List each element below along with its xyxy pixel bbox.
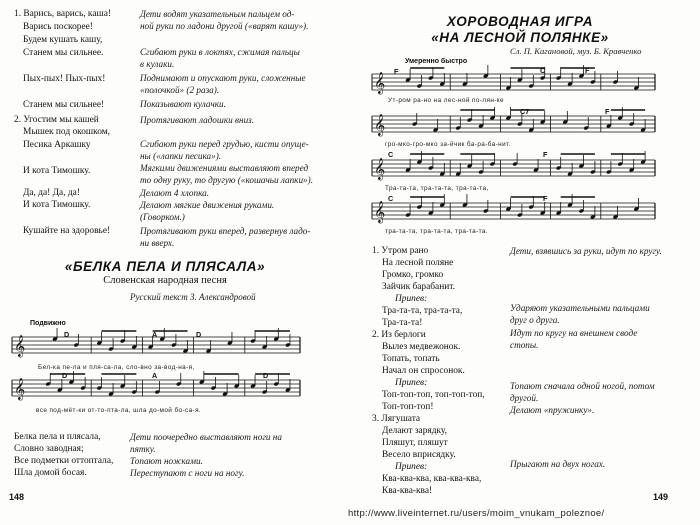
lyric-syllables: все под-мёт-ки от-то-пта-ла, шла до-мой бо-са-я.: [36, 407, 202, 414]
action-line: «полочкой» (2 раза).: [140, 85, 220, 95]
action-line: пятку.: [130, 444, 156, 454]
verse-line: 2. Из берлоги: [372, 330, 426, 340]
treble-clef-icon: 𝄞: [374, 114, 386, 136]
verse-line: Пых-пых! Пых-пых!: [23, 74, 106, 84]
action-line: другой.: [510, 393, 539, 403]
action-line: Протягивают руки вперед, развернув ладо-: [140, 226, 311, 236]
verse-line: Топ-топ-топ!: [382, 402, 434, 412]
verse-line: Пляшут, пляшут: [382, 438, 448, 448]
action-line: Делают мягкие движения руками.: [140, 200, 275, 210]
verse-line: Начал он спросонок.: [382, 366, 465, 376]
verse-line: Да, да! Да, да!: [23, 188, 80, 198]
chord-label: C: [388, 194, 394, 203]
verse-line: Делают зарядку,: [382, 426, 447, 436]
verse-line: 3. Лягушата: [372, 414, 421, 424]
action-line: Идут по кругу на внешнем своде: [510, 328, 638, 338]
action-line: Сгибают руки в локтях, сжимая пальцы: [140, 47, 300, 57]
chorus-label: Припев:: [395, 378, 428, 388]
chord-label: C: [540, 66, 546, 75]
action-line: Прыгают на двух ногах.: [510, 459, 606, 469]
song-credits: Сл. П. Кагановой, муз. Б. Кравченко: [510, 46, 642, 56]
verse-line: Мышек под окошком,: [23, 127, 110, 137]
verse-line: 2. Угостим мы кашей: [14, 115, 99, 125]
verse-line: Песика Аркашку: [23, 140, 91, 150]
page-number: 148: [9, 492, 25, 502]
action-line: Топают сначала одной ногой, потом: [510, 381, 655, 391]
verse-line: Громко, громко: [382, 270, 444, 280]
tempo-mark: Подвижно: [30, 320, 66, 327]
chord-label: A: [152, 371, 158, 380]
treble-clef-icon: 𝄞: [374, 72, 386, 94]
verse-line: Весело вприсядку.: [382, 450, 456, 460]
verse-line: Тра-та-та, тра-та-та,: [382, 306, 463, 316]
chorus-label: Припев:: [395, 462, 428, 472]
verse-line: Топать, топать: [382, 354, 440, 364]
song-title: «НА ЛЕСНОЙ ПОЛЯНКЕ»: [431, 30, 609, 45]
song-title: ХОРОВОДНАЯ ИГРА: [446, 14, 594, 29]
verse-line: Варись поскорее!: [23, 22, 93, 32]
verse-line: Белка пела и плясала,: [14, 432, 101, 442]
lyric-syllables: Тра-та-та, тра-та-та, тра-та-та,: [385, 185, 489, 192]
treble-clef-icon: 𝄞: [374, 201, 386, 223]
source-url: http://www.liveinternet.ru/users/moim_vnukam_poleznoe/: [348, 508, 605, 519]
action-line: Дети водят указательным пальцем од-: [140, 9, 295, 19]
treble-clef-icon: 𝄞: [374, 158, 386, 180]
action-line: то одну руку, то другую («кошачьи лапки»).: [140, 175, 314, 185]
verse-line: На лесной поляне: [382, 258, 454, 268]
action-line: Делают 4 хлопка.: [140, 188, 210, 198]
treble-clef-icon: 𝄞: [14, 335, 26, 357]
tempo-mark: Умеренно быстро: [405, 58, 468, 65]
chord-label: D: [64, 330, 70, 339]
action-line: Топают ножками.: [130, 456, 203, 466]
action-line: ны («лапки песика»).: [140, 151, 222, 161]
song-author: Русский текст З. Александровой: [130, 292, 256, 302]
chord-label: F: [394, 67, 399, 76]
action-line: ни вверх.: [140, 238, 175, 248]
action-line: (Говорком.): [140, 212, 185, 222]
action-line: Поднимают и опускают руки, сложенные: [140, 73, 306, 83]
action-line: Показывают кулачки.: [140, 99, 226, 109]
action-line: Переступают с ноги на ногу.: [130, 468, 245, 478]
chord-label: C: [388, 150, 394, 159]
verse-line: Кушайте на здоровье!: [23, 226, 111, 236]
verse-line: Тра-та-та!: [382, 318, 423, 328]
chord-label: D: [62, 371, 68, 380]
verse-line: Будем кушать кашу,: [23, 35, 103, 45]
verse-line: Ква-ква-ква!: [382, 486, 433, 496]
chord-label: F: [543, 194, 548, 203]
action-line: Делают «пружинку».: [510, 405, 595, 415]
action-line: Мягкими движениями выставляют вперед: [140, 163, 309, 173]
chorus-label: Припев:: [395, 294, 428, 304]
chord-label: C7: [520, 107, 530, 116]
verse-line: И кота Тимошку.: [23, 166, 91, 176]
action-line: Дети, взявшись за руки, идут по кругу.: [510, 246, 662, 256]
lyric-syllables: тра-та-та, тра-та-та, тра-та-та.: [385, 228, 489, 235]
treble-clef-icon: 𝄞: [14, 378, 26, 400]
chord-label: F: [585, 66, 590, 75]
chord-label: A: [152, 330, 158, 339]
verse-line: Словно заводная;: [14, 444, 84, 454]
action-line: стопы.: [510, 340, 539, 350]
verse-line: Шла домой босая.: [14, 468, 87, 478]
lyric-syllables: Бел-ка пе-ла и пля-са-ла, сло-вно за-вод-на-я,: [38, 364, 195, 371]
verse-line: Ква-ква-ква, ква-ква-ква,: [382, 474, 482, 484]
lyric-syllables: гро-мко-гро-мко за-йчик ба-ра-ба-нит.: [385, 141, 511, 148]
verse-line: Станем мы сильнее!: [23, 100, 105, 110]
action-line: Дети поочередно выставляют ноги на: [130, 432, 282, 442]
verse-line: И кота Тимошку.: [23, 200, 91, 210]
action-line: в кулаки.: [140, 59, 175, 69]
verse-line: Все подметки оттоптала,: [14, 456, 114, 466]
action-line: Сгибают руки перед грудью, кисти опуще-: [140, 139, 309, 149]
action-line: Протягивают ладошки вниз.: [140, 115, 255, 125]
verse-line: 1. Варись, варись, каша!: [14, 9, 111, 19]
verse-line: Зайчик барабанит.: [382, 282, 455, 292]
chord-label: F: [543, 150, 548, 159]
song-subtitle: Словенская народная песня: [103, 275, 227, 286]
action-line: ной руки по ладони другой («варят кашу»).: [140, 21, 309, 31]
chord-label: D: [263, 371, 269, 380]
chord-label: D: [196, 330, 202, 339]
lyric-syllables: Ут-ром ра-но на лес-ной по-лян-ке: [388, 97, 504, 104]
action-line: друг о друга.: [510, 315, 560, 325]
verse-line: Вылез медвежонок.: [382, 342, 461, 352]
chord-label: F: [605, 107, 610, 116]
verse-line: Станем мы сильнее.: [23, 48, 104, 58]
action-line: Ударяют указательными пальцами: [510, 303, 650, 313]
verse-line: Топ-топ-топ, топ-топ-топ,: [382, 390, 485, 400]
page-number: 149: [653, 492, 669, 502]
verse-line: 1. Утром рано: [372, 246, 429, 256]
song-title: «БЕЛКА ПЕЛА И ПЛЯСАЛА»: [64, 259, 266, 274]
